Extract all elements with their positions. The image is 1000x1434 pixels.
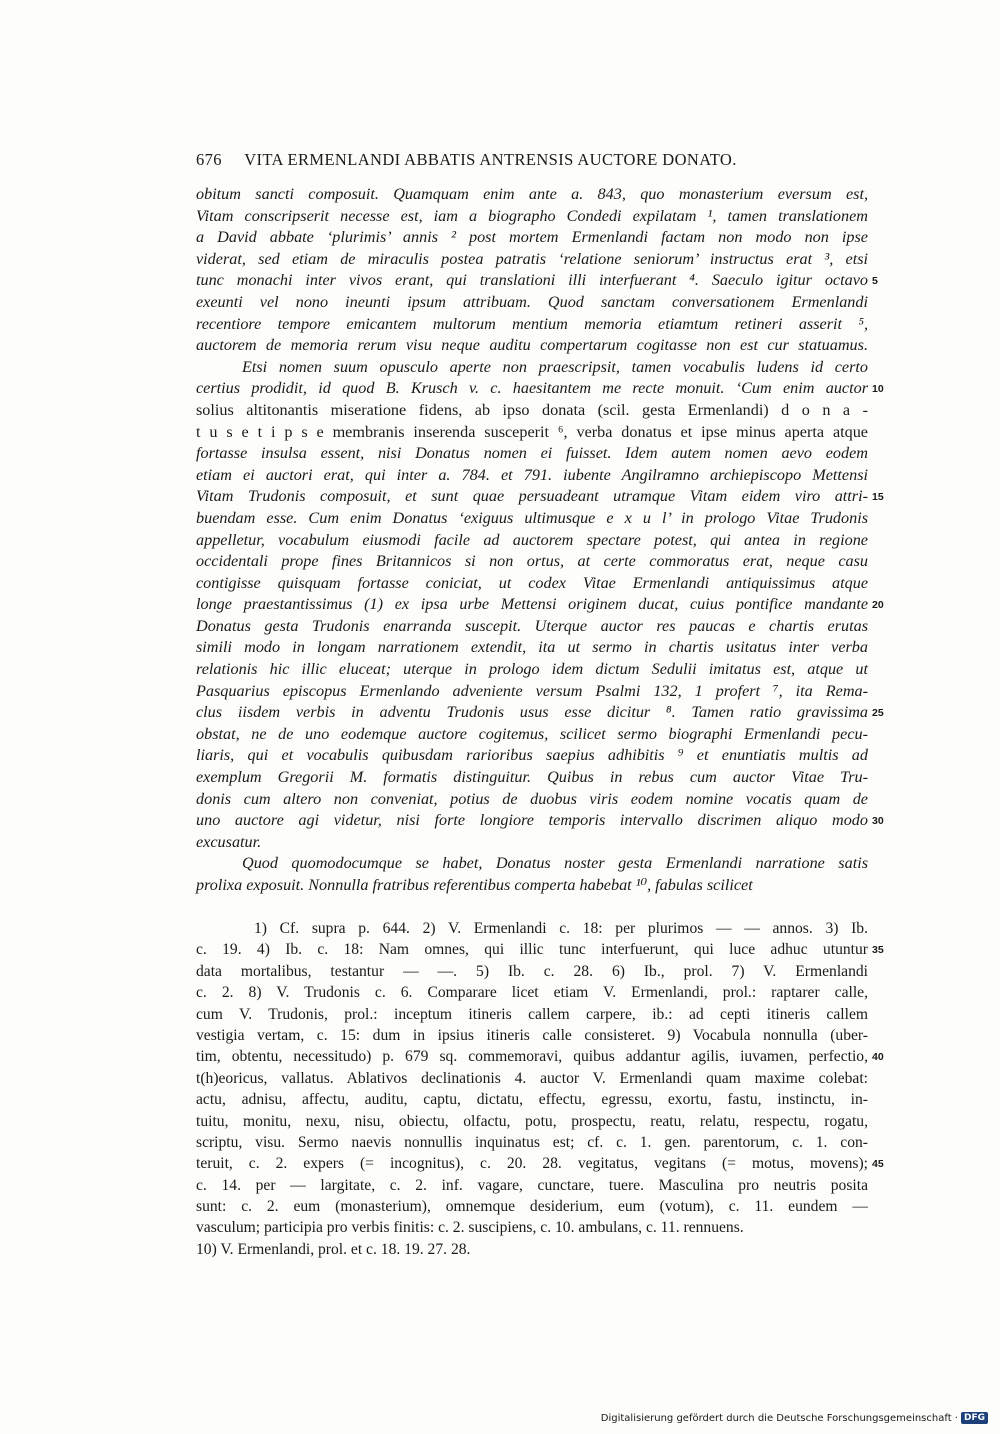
line-number: 40 bbox=[872, 1051, 884, 1064]
footnote-line: 1) Cf. supra p. 644. 2) V. Ermenlandi c. 18: per plurimos — — annos. 3) Ib. bbox=[254, 920, 868, 937]
text-line: recentiore tempore emicantem multorum mentium memoria etiamtum retineri asserit ⁵, bbox=[196, 314, 868, 333]
line-number: 25 bbox=[872, 707, 884, 720]
text-line: viderat, sed etiam de miraculis postea patratis ‘relatione seniorum’ instructus erat ³, etsi bbox=[196, 249, 868, 268]
text-line: excusatur. bbox=[196, 832, 262, 851]
text-line: Vitam conscripserit necesse est, iam a biographo Condedi expilatam ¹, tamen translationem bbox=[196, 206, 868, 225]
footnotes bbox=[196, 918, 868, 1260]
footnote-line: vasculum; participia pro verbis finitis: c. 2. suscipiens, c. 10. ambulans, c. 11. rennuens. bbox=[196, 1219, 744, 1237]
text-line: clus iisdem verbis in adventu Trudonis usus esse dicitur ⁸. Tamen ratio gravissima bbox=[196, 703, 868, 722]
footnote-line: scriptu, visu. Sermo naevis nonnullis inquinatus est; cf. c. 1. gen. parentorum, c. 1. con- bbox=[196, 1133, 868, 1151]
text-line: appelletur, vocabulum eiusmodi facile ad auctorem spectare potest, qui antea in regione bbox=[196, 530, 868, 549]
text-line: longe praestantissimus (1) ex ipsa urbe Mettensi originem ducat, cuius pontifice mandante bbox=[196, 595, 868, 614]
text-line: Donatus gesta Trudonis enarranda suscepit. Uterque auctor res paucas e chartis erutas bbox=[196, 616, 868, 635]
footnote-line: 10) V. Ermenlandi, prol. et c. 18. 19. 27. 28. bbox=[196, 1240, 471, 1258]
footnote-line: t(h)eoricus, vallatus. Ablativos declinationis 4. auctor V. Ermenlandi quam maxime colebat: bbox=[196, 1069, 868, 1087]
footnote-line: actu, adnisu, affectu, auditu, captu, dictatu, effectu, egressu, exortu, fastu, instinctu, in- bbox=[196, 1091, 868, 1109]
running-title: VITA ERMENLANDI ABBATIS ANTRENSIS AUCTORE DONATO. bbox=[244, 150, 737, 169]
footnote-line: teruit, c. 2. expers (= incognitus), c. 20. 28. vegitatus, vegitans (= motus, movens); bbox=[196, 1155, 868, 1173]
digitization-credit bbox=[601, 1412, 988, 1424]
text-line: t u s e t i p s e membranis inserenda susceperit ⁶, verba donatus et ipse minus aperta atque bbox=[196, 422, 868, 441]
text-line: prolixa exposuit. Nonnulla fratribus referentibus comperta habebat ¹⁰, fabulas scilicet bbox=[196, 876, 753, 894]
text-line: Etsi nomen suum opusculo aperte non praescripsit, tamen vocabulis ludens id certo bbox=[242, 357, 868, 376]
line-number: 45 bbox=[872, 1158, 884, 1171]
text-line: relationis hic illic eluceat; uterque in prologo idem dictum Sedulii imitatus est, atque ut bbox=[196, 660, 868, 679]
footnote-line: tim, obtentu, necessitudo) p. 679 sq. commemoravi, quibus addantur agilis, iuvamen, perfectio, bbox=[196, 1048, 868, 1066]
running-header bbox=[196, 150, 876, 170]
text-line: Vitam Trudonis composuit, et sunt quae persuadeant utramque Vitam eidem viro attri- bbox=[196, 487, 868, 506]
text-line: tunc monachi inter vivos erant, qui translationi illi interfuerant ⁴. Saeculo igitur octavo bbox=[196, 271, 868, 290]
text-line: obstat, ne de uno eodemque auctore cogitemus, scilicet sermo biographi Ermenlandi pecu- bbox=[196, 724, 868, 743]
text-line: simili modo in longam narrationem extendit, ita ut sermo in chartis usitatus inter verba bbox=[196, 638, 868, 657]
footnote-line: data mortalibus, testantur — —. 5) Ib. c. 28. 6) Ib., prol. 7) V. Ermenlandi bbox=[196, 962, 868, 980]
text-line: fortasse insulsa essent, nisi Donatus nomen ei fuisset. Idem autem nomen aevo eodem bbox=[196, 444, 868, 463]
footnote-line: tuitu, monitu, nexu, nisu, obiectu, olfactu, potu, prospectu, reatu, relatu, respectu, rogatu, bbox=[196, 1112, 868, 1130]
text-line: etiam ei auctori erat, qui inter a. 784. et 791. iubente Angilramno archiepiscopo Mettensi bbox=[196, 465, 868, 484]
text-line: uno auctore agi videtur, nisi forte longiore temporis intervallo discrimen aliquo modo bbox=[196, 811, 868, 830]
line-number: 5 bbox=[872, 275, 878, 288]
dfg-logo: DFG bbox=[961, 1412, 988, 1424]
line-number: 20 bbox=[872, 599, 884, 612]
footnote-line: sunt: c. 2. eum (monasterium), omnemque desiderium, eum (votum), c. 11. eundem — bbox=[196, 1198, 868, 1216]
text-line: exemplum Gregorii M. formatis distinguitur. Quibus in rebus cum auctor Vitae Tru- bbox=[196, 768, 868, 787]
text-line: buendam esse. Cum enim Donatus ‘exiguus ultimusque e x u l’ in prologo Vitae Trudonis bbox=[196, 508, 868, 527]
footnote-line: c. 14. per — largitate, c. 2. inf. vagare, cunctare, tuere. Masculina pro neutris posita bbox=[196, 1176, 868, 1194]
text-line: certius prodidit, id quod B. Krusch v. c. haesitantem me recte monuit. ‘Cum enim auctor bbox=[196, 379, 868, 398]
text-line: occidentali prope fines Britannicos si non ortus, at certe commoratus erat, neque casu bbox=[196, 552, 868, 571]
main-text bbox=[196, 184, 868, 897]
line-number: 15 bbox=[872, 491, 884, 504]
text-line: Quod quomodocumque se habet, Donatus noster gesta Ermenlandi narratione satis bbox=[242, 854, 868, 873]
line-number: 35 bbox=[872, 944, 884, 957]
text-line: auctorem de memoria rerum visu neque auditu compertarum cogitasse non est cur statuamus. bbox=[196, 336, 868, 355]
footnote-line: c. 19. 4) Ib. c. 18: Nam omnes, qui illic tunc interfuerunt, qui luce adhuc utuntur bbox=[196, 941, 868, 959]
text-line: a David abbate ‘plurimis’ annis ² post mortem Ermenlandi factam non modo non ipse bbox=[196, 228, 868, 247]
text-line: contigisse quisquam fortasse coniciat, ut codex Vitae Ermenlandi antiquissimus atque bbox=[196, 573, 868, 592]
footnote-line: vestigia vertam, c. 15: dum in ipsius itineris calle consisteret. 9) Vocabula nonnulla (uber- bbox=[196, 1026, 868, 1044]
text-line: Pasquarius episcopus Ermenlando adveniente versum Psalmi 132, 1 profert ⁷, ita Rema- bbox=[196, 681, 868, 700]
footnote-line: cum V. Trudonis, prol.: inceptum itineris callem carpere, ib.: ad cepti itineris callem bbox=[196, 1005, 868, 1023]
text-line: obitum sancti composuit. Quamquam enim ante a. 843, quo monasterium eversum est, bbox=[196, 185, 868, 203]
text-line: liaris, qui et vocabulis quibusdam rarioribus saepius adhibitis ⁹ et enuntiatis multis ad bbox=[196, 746, 868, 765]
page-number: 676 bbox=[196, 150, 222, 169]
text-line: donis cum altero non conveniat, potius de duobus viris eodem nomine vocatis quam de bbox=[196, 789, 868, 808]
text-line: solius altitonantis miseratione fidens, ab ipso donata (scil. gesta Ermenlandi) d o n a - bbox=[196, 400, 868, 419]
line-number: 30 bbox=[872, 815, 884, 828]
line-number: 10 bbox=[872, 383, 884, 396]
text-line: exeunti vel nono ineunti ipsum attribuam. Quod sanctam conversationem Ermenlandi bbox=[196, 292, 868, 311]
footnote-line: c. 2. 8) V. Trudonis c. 6. Comparare licet etiam V. Ermenlandi, prol.: raptarer calle, bbox=[196, 984, 868, 1002]
credit-text: Digitalisierung gefördert durch die Deutsche Forschungsgemeinschaft · bbox=[600, 1412, 958, 1424]
